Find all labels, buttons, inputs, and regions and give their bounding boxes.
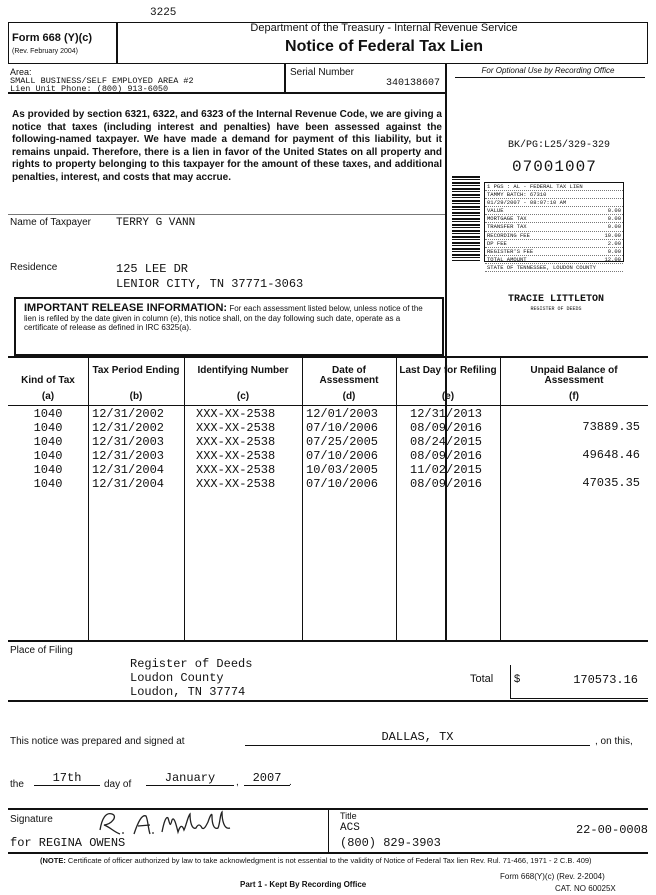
- stamp-line-value: 12.00: [604, 255, 621, 263]
- table-cell: 08/09/2016: [410, 477, 483, 491]
- part-label: Part 1 - Kept By Recording Office: [240, 880, 367, 889]
- stamp-line-label: REGISTER'S FEE: [487, 247, 534, 255]
- table-cell: 07/25/2005: [306, 435, 379, 449]
- filing-bottom-rule: [8, 700, 648, 702]
- taxpayer-rule: [8, 214, 445, 215]
- note-label: (NOTE:: [40, 856, 66, 865]
- stamp-line: [485, 183, 623, 191]
- optional-use-underline: [455, 77, 645, 78]
- total-box-underline: [510, 698, 648, 699]
- department-name: Department of the Treasury - Internal Revenue Service: [250, 22, 518, 34]
- release-text: For each assessment listed below, unless notice of the lien is refiled by the date given in column (e), this notice shall, on the day following such date, operate as a certificate of release as defined in IRC 6325(a).: [24, 304, 423, 332]
- filing-city: Loudon, TN 37774: [130, 685, 246, 699]
- form-revision: (Rev. February 2004): [12, 48, 79, 55]
- table-cell: 1040: [33, 435, 63, 449]
- stamp-line-label: VALUE: [487, 207, 504, 215]
- filing-office: Register of Deeds: [130, 657, 253, 671]
- stamp-line: [485, 191, 623, 199]
- stamp-line: [485, 199, 623, 207]
- signature-bottom-rule: [8, 852, 648, 854]
- table-cell: 07/10/2006: [306, 477, 379, 491]
- right-column-divider: [445, 64, 447, 640]
- stamp-line-value: 0.00: [607, 247, 621, 255]
- table-cell: XXX-XX-2538: [196, 477, 276, 491]
- stamp-line-label: 1 PGS : AL - FEDERAL TAX LIEN: [487, 183, 583, 190]
- release-title: IMPORTANT RELEASE INFORMATION:: [24, 302, 228, 314]
- residence-line-2: LENIOR CITY, TN 37771-3063: [116, 277, 304, 291]
- table-header: Last Day for Refiling: [399, 365, 497, 376]
- table-header-letter: (c): [236, 391, 250, 402]
- table-cell: 12/31/2003: [92, 449, 165, 463]
- signer-phone: (800) 829-3903: [340, 836, 441, 850]
- total-box-border: [510, 665, 511, 698]
- total-label: Total: [470, 673, 494, 685]
- table-cell: 12/31/2004: [92, 463, 165, 477]
- serial-number-label: Serial Number: [290, 67, 354, 78]
- stamp-line-label: TAMMY BATCH: 67310: [487, 191, 547, 199]
- stamp-line-value: 2.00: [607, 239, 621, 247]
- prepared-day: 17th: [34, 771, 100, 786]
- stamp-line: [485, 248, 623, 256]
- residence-label: Residence: [10, 262, 58, 273]
- table-header-rule: [8, 405, 648, 406]
- table-cell: 10/03/2005: [306, 463, 379, 477]
- stamp-line-value: 0.00: [607, 215, 621, 223]
- stamp-line-label: MORTGAGE TAX: [487, 215, 527, 223]
- stamp-line: [485, 215, 623, 223]
- stamp-line-label: RECORDING FEE: [487, 231, 530, 239]
- recorder-name: TRACIE LITTLETON: [507, 294, 604, 305]
- prepared-month: January: [146, 771, 234, 786]
- acknowledgment-note: [40, 856, 630, 865]
- table-bottom-rule: [8, 640, 648, 642]
- title-label: Title: [340, 811, 357, 821]
- signer-title: ACS: [340, 822, 360, 834]
- signature-divider: [328, 808, 329, 852]
- table-cell: 73889.35: [582, 420, 640, 434]
- stamp-line-label: 01/29/2007 - 08:07:10 AM: [487, 199, 567, 207]
- table-header: Unpaid Balance of Assessment: [530, 365, 618, 386]
- residence-line-1: 125 LEE DR: [116, 262, 189, 276]
- stamp-line-value: 0.00: [607, 207, 621, 215]
- table-cell: 49648.46: [582, 448, 640, 462]
- table-cell: XXX-XX-2538: [196, 421, 276, 435]
- table-cell: 12/01/2003: [306, 407, 379, 421]
- signer-code: 22-00-0008: [575, 823, 648, 837]
- stamp-line-label: TRANSFER TAX: [487, 223, 527, 231]
- table-cell: XXX-XX-2538: [196, 463, 276, 477]
- book-page: BK/PG:L25/329-329: [508, 140, 611, 151]
- table-cell: 1040: [33, 449, 63, 463]
- prepared-place: DALLAS, TX: [245, 730, 590, 746]
- table-header-letter: (b): [129, 391, 143, 402]
- table-cell: 12/31/2004: [92, 477, 165, 491]
- stamp-line: [485, 264, 623, 272]
- stamp-line: [485, 256, 623, 264]
- handwritten-signature: [90, 808, 270, 838]
- taxpayer-name-label: Name of Taxpayer: [10, 217, 91, 228]
- stamp-line-value: 0.00: [607, 223, 621, 231]
- table-cell: 47035.35: [582, 476, 640, 490]
- note-text: Certificate of officer authorized by law to take acknowledgment is not essential to the validity of Notice of Federal Tax lien Rev. Rul. 71-466, 1971 - 2 C.B. 409): [65, 856, 592, 865]
- table-cell: 12/31/2003: [92, 435, 165, 449]
- lien-unit-phone: Lien Unit Phone: (800) 913-6050: [10, 84, 169, 94]
- table-cell: 12/31/2002: [92, 421, 165, 435]
- table-cell: XXX-XX-2538: [196, 449, 276, 463]
- table-header-letter: (a): [41, 391, 55, 402]
- date-period: .: [289, 777, 292, 788]
- day-of-label: day of: [104, 779, 132, 790]
- table-cell: 1040: [33, 407, 63, 421]
- serial-divider: [284, 64, 286, 92]
- filing-county: Loudon County: [130, 671, 224, 685]
- table-cell: XXX-XX-2538: [196, 407, 276, 421]
- stamp-line: [485, 223, 623, 231]
- place-of-filing-label: Place of Filing: [10, 645, 73, 656]
- date-comma: ,: [236, 777, 239, 788]
- catalog-number: CAT. NO 60025X: [555, 884, 616, 893]
- stamp-line-label: STATE OF TENNESSEE, LOUDON COUNTY: [487, 263, 596, 271]
- stamp-line-label: DP FEE: [487, 239, 507, 247]
- table-cell: 1040: [33, 463, 63, 477]
- prepared-suffix: , on this,: [595, 736, 633, 747]
- notice-title: Notice of Federal Tax Lien: [285, 38, 483, 55]
- total-amount: 170573.16: [573, 673, 638, 687]
- table-cell: 12/31/2002: [92, 407, 165, 421]
- stamp-line: [485, 232, 623, 240]
- stamp-line: [485, 207, 623, 215]
- stamp-line-value: 10.00: [604, 231, 621, 239]
- table-top-rule: [8, 356, 648, 358]
- table-header-letter: (e): [441, 391, 455, 402]
- area-value: SMALL BUSINESS/SELF EMPLOYED AREA #2: [10, 76, 194, 86]
- taxpayer-name: TERRY G VANN: [116, 217, 196, 229]
- table-cell: 08/09/2016: [410, 449, 483, 463]
- table-cell: 07/10/2006: [306, 449, 379, 463]
- table-cell: 1040: [33, 477, 63, 491]
- table-header: Kind of Tax: [21, 375, 75, 386]
- the-label: the: [10, 779, 24, 790]
- table-cell: 08/09/2016: [410, 421, 483, 435]
- table-header-letter: (d): [342, 391, 356, 402]
- barcode-graphic: [452, 176, 480, 261]
- table-cell: 11/02/2015: [410, 463, 483, 477]
- recording-stamp: [484, 182, 624, 271]
- table-cell: XXX-XX-2538: [196, 435, 276, 449]
- area-label: Area:: [10, 67, 32, 77]
- table-cell: 07/10/2006: [306, 421, 379, 435]
- header-divider: [116, 22, 118, 64]
- stamp-line-label: TOTAL AMOUNT: [487, 255, 527, 263]
- signer-name: for REGINA OWENS: [10, 836, 126, 850]
- document-number: 3225: [150, 7, 177, 19]
- table-header: Date of Assessment: [319, 365, 379, 386]
- recorder-title: REGISTER OF DEEDS: [530, 306, 582, 312]
- serial-number-value: 340138607: [385, 78, 440, 89]
- footer-form-id: Form 668(Y)(c) (Rev. 2-2004): [500, 872, 605, 881]
- prepared-text: This notice was prepared and signed at: [10, 736, 185, 747]
- prepared-year: 2007: [244, 771, 290, 786]
- currency-symbol: $: [514, 673, 521, 685]
- table-header: Tax Period Ending: [92, 365, 180, 376]
- release-information-box: [14, 297, 444, 356]
- signature-label: Signature: [10, 814, 53, 825]
- recording-number: 07001007: [512, 158, 597, 176]
- table-cell: 12/31/2013: [410, 407, 483, 421]
- form-id: Form 668 (Y)(c): [12, 32, 93, 44]
- table-header: Identifying Number: [197, 365, 289, 376]
- table-header-letter: (f): [569, 391, 579, 402]
- optional-use-label: For Optional Use by Recording Office: [481, 66, 615, 75]
- lien-statement: As provided by section 6321, 6322, and 6323 of the Internal Revenue Code, we are giving a notice that taxes (including interest and penalties) have been assessed against the following-named taxpayer. We have made a demand for payment of this liability, but it remains unpaid. Therefore, there is a lien in favor of the United States on all property and rights to property belonging to this taxpayer for the amount of these taxes, and additional penalties, interest, and costs that may accrue.: [12, 109, 442, 183]
- table-cell: 1040: [33, 421, 63, 435]
- table-cell: 08/24/2015: [410, 435, 483, 449]
- stamp-line: [485, 240, 623, 248]
